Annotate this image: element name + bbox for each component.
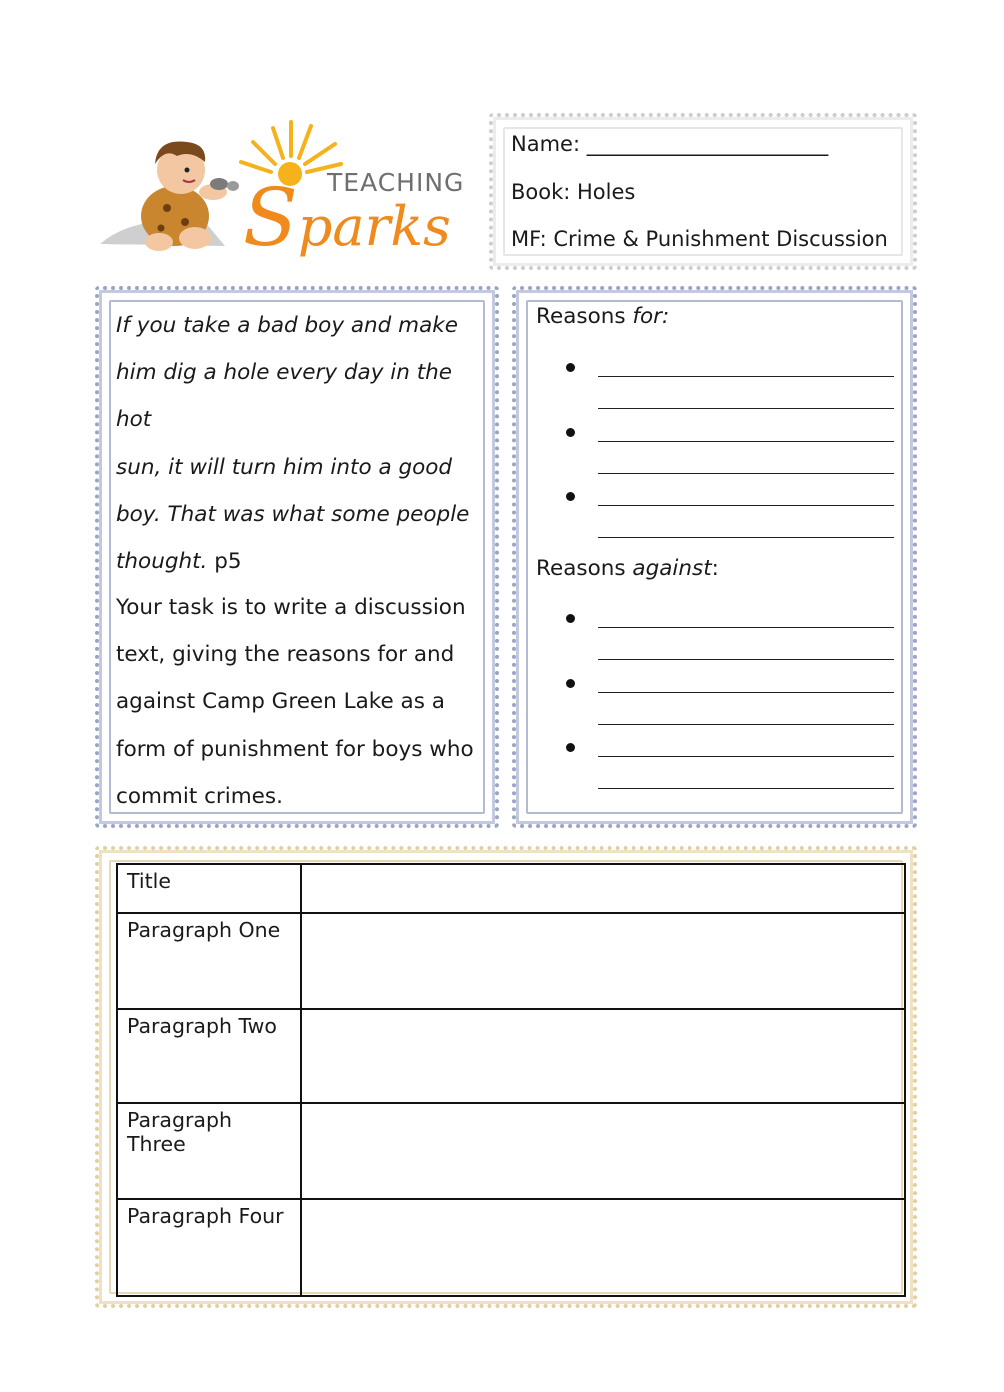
logo-sparks-text bbox=[243, 171, 451, 264]
reason-against-line[interactable] bbox=[598, 724, 894, 725]
name-field[interactable]: Name: _______________________ bbox=[511, 132, 829, 156]
row-answer-cell[interactable] bbox=[301, 913, 905, 1009]
table-row bbox=[117, 1199, 905, 1296]
reason-for-line[interactable] bbox=[598, 473, 894, 474]
reason-against-line[interactable] bbox=[598, 692, 894, 693]
quote-line: him dig a hole every day in the hot bbox=[116, 360, 452, 433]
row-answer-cell[interactable] bbox=[301, 1009, 905, 1103]
row-label: Paragraph Four bbox=[117, 1199, 301, 1296]
quote-line: boy. That was what some people bbox=[116, 501, 470, 527]
quote-page-ref: p5 bbox=[207, 549, 242, 575]
reasons-against-word: against bbox=[632, 556, 712, 581]
row-answer-cell[interactable] bbox=[301, 864, 905, 913]
reason-for-line[interactable] bbox=[598, 441, 894, 442]
row-answer-cell[interactable] bbox=[301, 1103, 905, 1199]
task-instructions bbox=[116, 584, 491, 820]
reason-against-line[interactable] bbox=[598, 627, 894, 628]
bullet-icon bbox=[566, 743, 575, 752]
bullet-icon bbox=[566, 492, 575, 501]
task-line: against Camp Green Lake as a bbox=[116, 689, 445, 715]
reason-for-line[interactable] bbox=[598, 408, 894, 409]
plan-table bbox=[116, 863, 906, 1297]
logo-teaching-text: TEACHING bbox=[327, 168, 465, 197]
row-label: Paragraph Two bbox=[117, 1009, 301, 1103]
reasons-for-prefix: Reasons bbox=[536, 304, 633, 329]
table-row bbox=[117, 1009, 905, 1103]
task-line: form of punishment for boys who bbox=[116, 736, 474, 762]
reasons-against-suffix: : bbox=[711, 556, 719, 581]
quote-box bbox=[95, 286, 499, 828]
reason-against-line[interactable] bbox=[598, 756, 894, 757]
table-row bbox=[117, 913, 905, 1009]
reason-for-line[interactable] bbox=[598, 537, 894, 538]
book-label: Book: Holes bbox=[511, 180, 636, 204]
bullet-icon bbox=[566, 679, 575, 688]
bullet-icon bbox=[566, 614, 575, 623]
row-label: Paragraph Three bbox=[117, 1103, 301, 1199]
logo-sparks-rest: parks bbox=[297, 195, 451, 258]
task-line: text, giving the reasons for and bbox=[116, 642, 455, 668]
quote-line: If you take a bad boy and make bbox=[116, 313, 458, 338]
table-row bbox=[117, 1103, 905, 1199]
task-line: commit crimes. bbox=[116, 783, 283, 809]
table-row bbox=[117, 864, 905, 913]
bullet-icon bbox=[566, 428, 575, 437]
bullet-icon bbox=[566, 363, 575, 372]
mf-label: MF: Crime & Punishment Discussion bbox=[511, 227, 888, 251]
row-label: Paragraph One bbox=[117, 913, 301, 1009]
task-line: Your task is to write a discussion bbox=[116, 595, 466, 620]
reasons-box bbox=[512, 286, 917, 828]
reason-for-line[interactable] bbox=[598, 376, 894, 377]
quote-line: sun, it will turn him into a good bbox=[116, 454, 453, 480]
book-quote bbox=[116, 302, 491, 585]
reason-against-line[interactable] bbox=[598, 659, 894, 660]
reasons-for-heading bbox=[536, 304, 669, 329]
quote-line: thought. bbox=[116, 549, 208, 575]
teaching-sparks-logo bbox=[95, 118, 475, 268]
row-answer-cell[interactable] bbox=[301, 1199, 905, 1296]
plan-box bbox=[95, 846, 917, 1308]
reasons-against-prefix: Reasons bbox=[536, 556, 633, 581]
reasons-for-word: for: bbox=[632, 304, 670, 329]
row-label: Title bbox=[117, 864, 301, 913]
logo-sparks-initial: S bbox=[243, 171, 298, 264]
header-box bbox=[489, 113, 917, 270]
reason-for-line[interactable] bbox=[598, 505, 894, 506]
reason-against-line[interactable] bbox=[598, 788, 894, 789]
reasons-against-heading bbox=[536, 556, 719, 581]
